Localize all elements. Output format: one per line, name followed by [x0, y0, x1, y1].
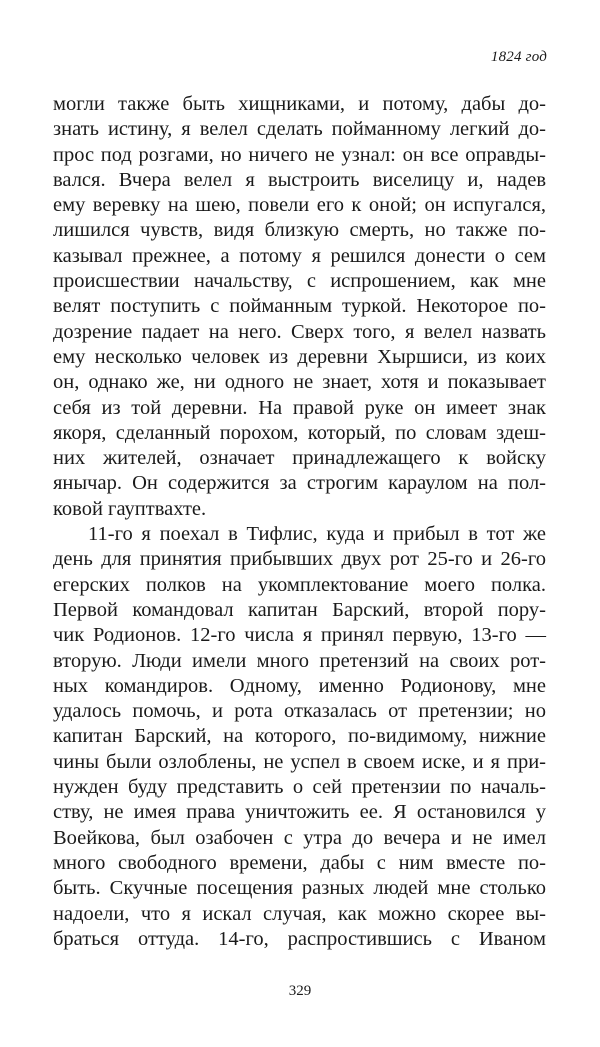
text-line: Первой командовал капитан Барский, второй пору-: [53, 598, 546, 621]
text-line: могли также быть хищниками, и потому, дабы до-: [53, 93, 546, 115]
text-line: лишился чувств, видя близкую смерть, но также по-: [53, 219, 546, 242]
text-line: янычар. Он содержится за строгим караулом на пол-: [53, 472, 546, 495]
text-line: казывал прежнее, а потому я решился донести о сем: [53, 244, 546, 267]
text-line: чины были озлоблены, не успел в своем иске, и я при-: [53, 750, 546, 773]
text-line: чик Родионов. 12-го числа я принял первую, 13-го —: [53, 624, 546, 647]
text-line: ковой гауптвахте.: [53, 497, 207, 520]
text-line: день для принятия прибывших двух рот 25-го и 26-го: [53, 548, 546, 571]
text-line: якоря, сделанный порохом, который, по словам здеш-: [53, 421, 546, 444]
text-line: прос под розгами, но ничего не узнал: он все оправды-: [53, 143, 546, 166]
text-line: велят поступить с пойманным туркой. Некоторое по-: [53, 295, 546, 318]
text-line: происшествии начальству, с испрошением, как мне: [53, 270, 546, 293]
text-line: надоели, что я искал случая, как можно скорее вы-: [53, 902, 546, 925]
text-line: вался. Вчера велел я выстроить виселицу и, надев: [53, 168, 546, 191]
text-line: дозрение падает на него. Сверх того, я велел назвать: [53, 320, 546, 343]
text-line: ему веревку на шею, повели его к оной; он испугался,: [53, 194, 546, 217]
running-head: 1824 год: [490, 49, 547, 65]
body-text: [53, 92, 546, 952]
text-line: себя из той деревни. На правой руке он имеет знак: [53, 396, 546, 419]
text-line: удалось помочь, и рота отказалась от претензии; но: [53, 700, 546, 723]
text-line: ных командиров. Одному, именно Родионову, мне: [53, 674, 546, 697]
text-line: быть. Скучные посещения разных людей мне столько: [53, 877, 546, 900]
text-line: егерских полков на укомплектование моего полка.: [53, 573, 546, 596]
text-line: ему несколько человек из деревни Хыршиси, из коих: [53, 345, 546, 368]
text-line: браться оттуда. 14-го, распростившись с Иваном: [53, 927, 546, 950]
text-line: много свободного времени, дабы с ним вместе по-: [53, 851, 546, 874]
text-line: Воейкова, был озабочен с утра до вечера и не имел: [53, 826, 546, 849]
text-line: знать истину, я велел сделать пойманному легкий до-: [53, 118, 546, 141]
text-line: 11-го я поехал в Тифлис, куда и прибыл в тот же: [88, 523, 546, 546]
text-line: он, однако же, ни одного не знает, хотя и показывает: [53, 371, 546, 394]
text-line: ству, не имея права уничтожить ее. Я остановился у: [53, 801, 546, 824]
text-line: вторую. Люди имели много претензий на своих рот-: [53, 649, 546, 672]
text-line: них жителей, означает принадлежащего к войску: [53, 447, 546, 470]
page-number: 329: [288, 983, 312, 999]
text-line: нужден буду представить о сей претензии по началь-: [53, 776, 546, 799]
text-line: капитан Барский, на которого, по-видимому, нижние: [53, 725, 546, 748]
